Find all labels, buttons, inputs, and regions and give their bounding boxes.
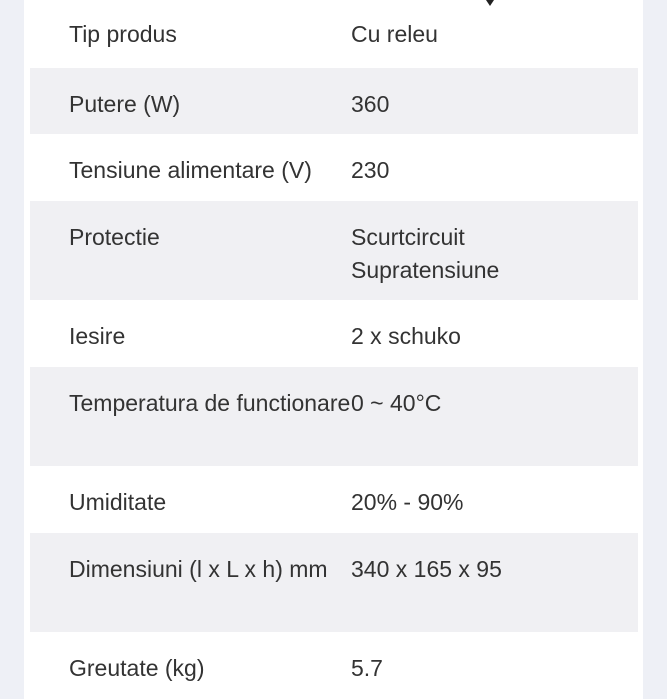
spec-row-power xyxy=(30,68,638,134)
spec-value: 20% - 90% xyxy=(351,489,464,515)
spec-row-output xyxy=(30,300,638,367)
spec-label: Temperatura de functionare xyxy=(69,390,351,416)
spec-label: Tensiune alimentare (V) xyxy=(69,157,312,183)
spec-label: Umiditate xyxy=(69,489,167,515)
spec-label: Putere (W) xyxy=(69,91,181,117)
spec-value: 360 xyxy=(351,91,390,117)
spec-value: Cu releu xyxy=(351,21,438,47)
spec-label: Greutate (kg) xyxy=(69,655,205,681)
spec-row-operating-temperature xyxy=(30,367,638,466)
spec-value: 230 xyxy=(351,157,390,183)
spec-value: 2 x schuko xyxy=(351,323,461,349)
spec-row-protection xyxy=(30,201,638,300)
spec-table xyxy=(30,0,638,699)
spec-row-weight xyxy=(30,632,638,699)
spec-value: Scurtcircuit Supratensiune xyxy=(351,224,500,283)
spec-label: Protectie xyxy=(69,224,160,250)
spec-value: 340 x 165 x 95 xyxy=(351,556,502,582)
spec-label: Tip produs xyxy=(69,21,177,47)
spec-row-humidity xyxy=(30,466,638,533)
spec-value: 5.7 xyxy=(351,655,383,681)
spec-row-voltage xyxy=(30,134,638,201)
spec-value: 0 ~ 40°C xyxy=(351,390,442,416)
spec-label: Dimensiuni (l x L x h) mm xyxy=(69,556,328,582)
spec-row-product-type xyxy=(30,0,638,68)
spec-label: Iesire xyxy=(69,323,126,349)
spec-row-dimensions xyxy=(30,533,638,632)
